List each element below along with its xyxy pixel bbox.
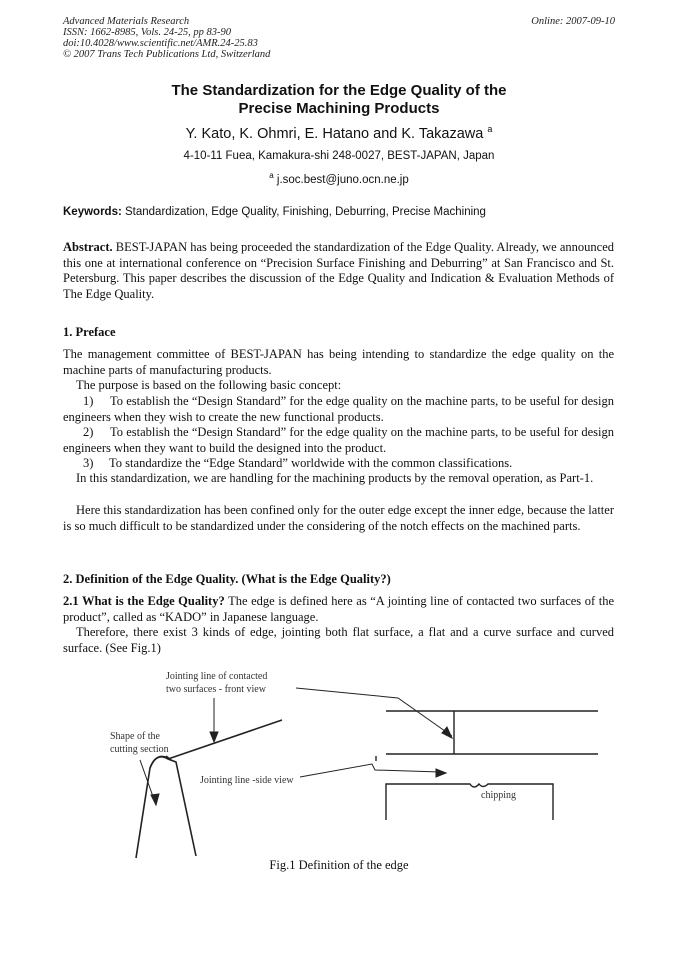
list-item-1-num: 1) — [83, 394, 94, 408]
side-view-channel — [376, 756, 553, 820]
label-shape-line2: cutting section — [110, 744, 169, 755]
doi-line: doi:10.4028/www.scientific.net/AMR.24-25.83 — [63, 38, 258, 49]
label-side-view: Jointing line -side view — [200, 775, 294, 786]
abstract-text: BEST-JAPAN has being proceeded the standardization of the Edge Quality. Already, we announced this one at international conference on “Precision Surface Finishing and Deburring” at San Francisco and St. Petersburg. This paper describes the discussion of the Edge Quality and Indication & Evaluation Methods of The Edge Quality. — [63, 240, 614, 301]
section-1-p4: Here this standardization has been confined only for the outer edge except the inner edge, because the latter is so much difficult to be standardized under the considering of the notch effects on the machined parts. — [63, 503, 614, 533]
copyright-line: © 2007 Trans Tech Publications Ltd, Switzerland — [63, 49, 271, 60]
section-2-heading: 2. Definition of the Edge Quality. (What is the Edge Quality?) — [63, 572, 391, 586]
front-view-plates — [386, 711, 598, 754]
list-item-2-text: To establish the “Design Standard” for the edge quality on the machine parts, to be useful for design engineers when they want to build the designed into the product. — [63, 425, 614, 455]
list-item-1-text: To establish the “Design Standard” for the edge quality on the machine parts, to be useful for design engineers when they wish to create the new functional products. — [63, 394, 614, 424]
list-item-3 — [63, 456, 614, 472]
section-1-p1: The management committee of BEST-JAPAN has being intending to standardize the edge quality on the machine parts of manufacturing products. — [63, 347, 614, 377]
authors — [0, 124, 678, 142]
side-view-arrow — [300, 764, 446, 777]
section-1-p2: The purpose is based on the following basic concept: — [76, 378, 342, 392]
list-item-2-num: 2) — [83, 425, 94, 439]
journal-header — [63, 16, 270, 60]
section-2-p2: Therefore, there exist 3 kinds of edge, jointing both flat surface, a flat and a curve surface and curved surface. (See Fig.1) — [63, 625, 614, 655]
abstract — [63, 240, 614, 302]
section-2-1 — [63, 594, 614, 625]
journal-name: Advanced Materials Research — [63, 16, 190, 27]
label-shape-line1: Shape of the — [110, 731, 160, 742]
front-to-right-arrow — [296, 688, 452, 738]
label-front-line1: Jointing line of contacted — [166, 671, 268, 682]
keywords-text: Standardization, Edge Quality, Finishing, Deburring, Precise Machining — [125, 206, 486, 218]
issn-line: ISSN: 1662-8985, Vols. 24-25, pp 83-90 — [63, 27, 231, 38]
front-view-arrow — [210, 698, 218, 742]
keywords — [63, 206, 486, 218]
label-front-line2: two surfaces - front view — [166, 684, 266, 695]
section-2-1-label: 2.1 What is the Edge Quality? — [63, 594, 225, 608]
affiliation: 4-10-11 Fuea, Kamakura-shi 248-0027, BEST-JAPAN, Japan — [183, 150, 495, 162]
paper-title — [0, 82, 678, 118]
email-address: j.soc.best@juno.ocn.ne.jp — [276, 173, 409, 186]
email-line — [0, 171, 678, 186]
figure-caption: Fig.1 Definition of the edge — [269, 858, 409, 872]
title-line-2: Precise Machining Products — [238, 100, 440, 117]
author-superscript: a — [487, 124, 493, 134]
author-names: Y. Kato, K. Ohmri, E. Hatano and K. Takazawa — [185, 125, 484, 142]
section-1-p3: In this standardization, we are handling for the machining products by the removal operation, as Part-1. — [76, 471, 594, 485]
list-item-3-text: To standardize the “Edge Standard” worldwide with the common classifications. — [109, 456, 513, 470]
figure-1-diagram — [0, 660, 678, 890]
online-date: Online: 2007-09-10 — [531, 16, 615, 27]
list-item-2 — [63, 425, 614, 456]
email-superscript: a — [269, 171, 274, 180]
section-1-heading: 1. Preface — [63, 325, 116, 339]
title-line-1: The Standardization for the Edge Quality of the — [171, 82, 507, 99]
section-2-1-text: The edge is defined here as “A jointing line of contacted two surfaces of the product”, called as “KADO” in Japanese language. — [63, 594, 614, 624]
label-chipping: chipping — [481, 790, 516, 801]
list-item-1 — [63, 394, 614, 425]
keywords-label: Keywords: — [63, 206, 122, 218]
shape-arrow — [140, 760, 159, 805]
list-item-3-num: 3) — [83, 456, 94, 470]
abstract-label: Abstract. — [63, 240, 113, 254]
